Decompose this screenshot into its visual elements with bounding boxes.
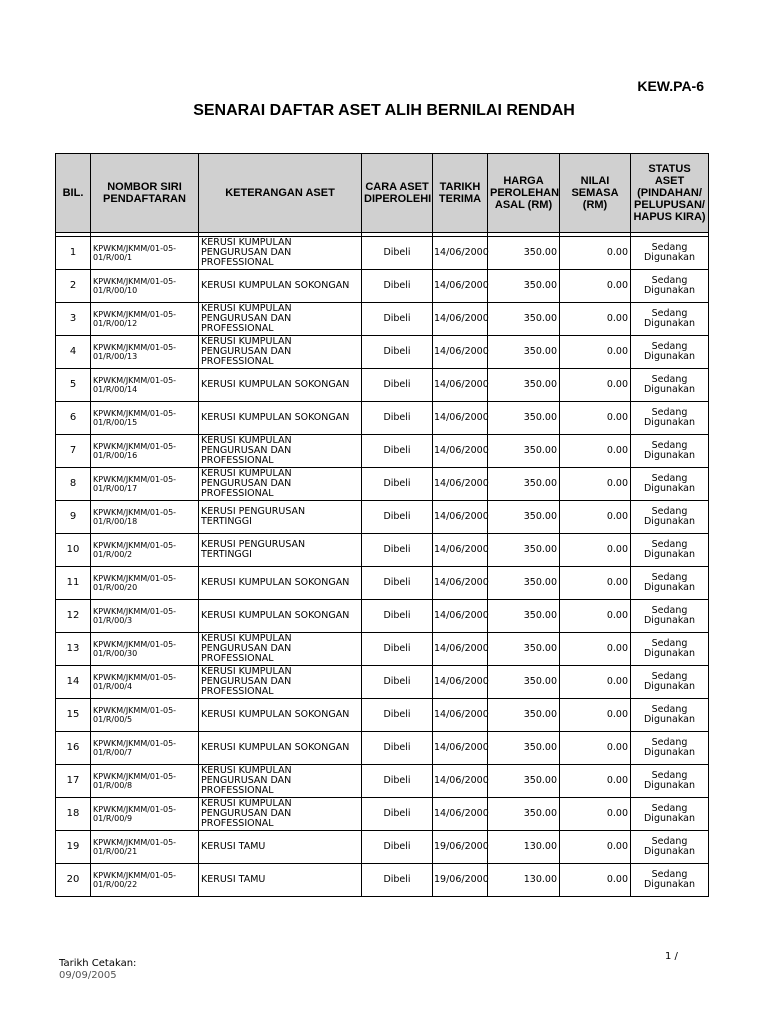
table-row (56, 831, 709, 864)
original-price: 350.00 (488, 534, 560, 567)
received-date: 14/06/2000 (433, 732, 488, 765)
table-row (56, 336, 709, 369)
acquisition-method: Dibeli (362, 699, 433, 732)
current-value: 0.00 (560, 468, 631, 501)
received-date: 14/06/2000 (433, 666, 488, 699)
current-value: 0.00 (560, 270, 631, 303)
acquisition-method: Dibeli (362, 732, 433, 765)
acquisition-method: Dibeli (362, 402, 433, 435)
column-header: BIL. (56, 154, 91, 233)
page-number: 1 / (665, 951, 678, 962)
current-value: 0.00 (560, 864, 631, 897)
asset-description: KERUSI KUMPULAN PENGURUSAN DAN PROFESSIONAL (199, 633, 362, 666)
registration-number: KPWKM/JKMM/01-05-01/R/00/17 (91, 468, 199, 501)
row-number: 13 (56, 633, 91, 666)
column-header: CARA ASET DIPEROLEHI (362, 154, 433, 233)
acquisition-method: Dibeli (362, 501, 433, 534)
acquisition-method: Dibeli (362, 765, 433, 798)
acquisition-method: Dibeli (362, 303, 433, 336)
row-number: 18 (56, 798, 91, 831)
table-row (56, 237, 709, 270)
row-number: 12 (56, 600, 91, 633)
asset-status: Sedang Digunakan (631, 468, 709, 501)
current-value: 0.00 (560, 402, 631, 435)
row-number: 1 (56, 237, 91, 270)
asset-description: KERUSI KUMPULAN SOKONGAN (199, 699, 362, 732)
asset-description: KERUSI KUMPULAN SOKONGAN (199, 567, 362, 600)
asset-description: KERUSI KUMPULAN SOKONGAN (199, 732, 362, 765)
original-price: 350.00 (488, 666, 560, 699)
asset-status: Sedang Digunakan (631, 402, 709, 435)
original-price: 350.00 (488, 369, 560, 402)
registration-number: KPWKM/JKMM/01-05-01/R/00/5 (91, 699, 199, 732)
acquisition-method: Dibeli (362, 369, 433, 402)
asset-description: KERUSI KUMPULAN PENGURUSAN DAN PROFESSIONAL (199, 468, 362, 501)
asset-status: Sedang Digunakan (631, 435, 709, 468)
table-row (56, 666, 709, 699)
original-price: 350.00 (488, 336, 560, 369)
row-number: 11 (56, 567, 91, 600)
received-date: 14/06/2000 (433, 435, 488, 468)
current-value: 0.00 (560, 633, 631, 666)
original-price: 350.00 (488, 468, 560, 501)
table-row (56, 600, 709, 633)
received-date: 14/06/2000 (433, 567, 488, 600)
current-value: 0.00 (560, 501, 631, 534)
registration-number: KPWKM/JKMM/01-05-01/R/00/4 (91, 666, 199, 699)
asset-status: Sedang Digunakan (631, 831, 709, 864)
registration-number: KPWKM/JKMM/01-05-01/R/00/30 (91, 633, 199, 666)
table-row (56, 501, 709, 534)
form-code: KEW.PA-6 (637, 78, 704, 94)
original-price: 350.00 (488, 270, 560, 303)
column-header: KETERANGAN ASET (199, 154, 362, 233)
received-date: 14/06/2000 (433, 633, 488, 666)
acquisition-method: Dibeli (362, 435, 433, 468)
received-date: 14/06/2000 (433, 699, 488, 732)
registration-number: KPWKM/JKMM/01-05-01/R/00/21 (91, 831, 199, 864)
current-value: 0.00 (560, 435, 631, 468)
asset-status: Sedang Digunakan (631, 303, 709, 336)
table-row (56, 303, 709, 336)
asset-status: Sedang Digunakan (631, 765, 709, 798)
row-number: 6 (56, 402, 91, 435)
column-header: NOMBOR SIRI PENDAFTARAN (91, 154, 199, 233)
original-price: 350.00 (488, 600, 560, 633)
table-header-row (56, 154, 709, 233)
registration-number: KPWKM/JKMM/01-05-01/R/00/18 (91, 501, 199, 534)
acquisition-method: Dibeli (362, 600, 433, 633)
row-number: 4 (56, 336, 91, 369)
column-header: STATUS ASET (PINDAHAN/ PELUPUSAN/ HAPUS KIRA) (631, 154, 709, 233)
registration-number: KPWKM/JKMM/01-05-01/R/00/16 (91, 435, 199, 468)
asset-status: Sedang Digunakan (631, 666, 709, 699)
current-value: 0.00 (560, 831, 631, 864)
received-date: 14/06/2000 (433, 303, 488, 336)
asset-description: KERUSI PENGURUSAN TERTINGGI (199, 501, 362, 534)
table-row (56, 270, 709, 303)
received-date: 14/06/2000 (433, 468, 488, 501)
asset-description: KERUSI KUMPULAN SOKONGAN (199, 600, 362, 633)
row-number: 20 (56, 864, 91, 897)
print-date-label: Tarikh Cetakan: (59, 958, 137, 969)
acquisition-method: Dibeli (362, 831, 433, 864)
current-value: 0.00 (560, 303, 631, 336)
registration-number: KPWKM/JKMM/01-05-01/R/00/2 (91, 534, 199, 567)
asset-status: Sedang Digunakan (631, 633, 709, 666)
row-number: 19 (56, 831, 91, 864)
received-date: 14/06/2000 (433, 765, 488, 798)
asset-description: KERUSI KUMPULAN SOKONGAN (199, 369, 362, 402)
current-value: 0.00 (560, 600, 631, 633)
original-price: 350.00 (488, 501, 560, 534)
original-price: 350.00 (488, 402, 560, 435)
asset-status: Sedang Digunakan (631, 369, 709, 402)
original-price: 350.00 (488, 633, 560, 666)
row-number: 7 (56, 435, 91, 468)
received-date: 14/06/2000 (433, 336, 488, 369)
acquisition-method: Dibeli (362, 336, 433, 369)
registration-number: KPWKM/JKMM/01-05-01/R/00/8 (91, 765, 199, 798)
row-number: 14 (56, 666, 91, 699)
original-price: 130.00 (488, 831, 560, 864)
registration-number: KPWKM/JKMM/01-05-01/R/00/10 (91, 270, 199, 303)
received-date: 14/06/2000 (433, 798, 488, 831)
registration-number: KPWKM/JKMM/01-05-01/R/00/1 (91, 237, 199, 270)
table-row (56, 435, 709, 468)
table-row (56, 864, 709, 897)
asset-status: Sedang Digunakan (631, 237, 709, 270)
received-date: 14/06/2000 (433, 270, 488, 303)
page-title: SENARAI DAFTAR ASET ALIH BERNILAI RENDAH (193, 102, 575, 119)
print-date-value: 09/09/2005 (59, 970, 117, 981)
original-price: 350.00 (488, 567, 560, 600)
registration-number: KPWKM/JKMM/01-05-01/R/00/3 (91, 600, 199, 633)
current-value: 0.00 (560, 336, 631, 369)
acquisition-method: Dibeli (362, 534, 433, 567)
current-value: 0.00 (560, 237, 631, 270)
asset-status: Sedang Digunakan (631, 501, 709, 534)
registration-number: KPWKM/JKMM/01-05-01/R/00/9 (91, 798, 199, 831)
asset-status: Sedang Digunakan (631, 864, 709, 897)
asset-status: Sedang Digunakan (631, 798, 709, 831)
acquisition-method: Dibeli (362, 798, 433, 831)
original-price: 350.00 (488, 765, 560, 798)
current-value: 0.00 (560, 369, 631, 402)
table-row (56, 567, 709, 600)
current-value: 0.00 (560, 765, 631, 798)
received-date: 19/06/2000 (433, 864, 488, 897)
column-header: TARIKH TERIMA (433, 154, 488, 233)
asset-description: KERUSI KUMPULAN PENGURUSAN DAN PROFESSIONAL (199, 336, 362, 369)
asset-description: KERUSI KUMPULAN SOKONGAN (199, 270, 362, 303)
original-price: 350.00 (488, 237, 560, 270)
received-date: 14/06/2000 (433, 600, 488, 633)
received-date: 14/06/2000 (433, 237, 488, 270)
asset-status: Sedang Digunakan (631, 336, 709, 369)
asset-status: Sedang Digunakan (631, 732, 709, 765)
asset-status: Sedang Digunakan (631, 534, 709, 567)
asset-description: KERUSI KUMPULAN SOKONGAN (199, 402, 362, 435)
table-row (56, 402, 709, 435)
current-value: 0.00 (560, 699, 631, 732)
registration-number: KPWKM/JKMM/01-05-01/R/00/22 (91, 864, 199, 897)
row-number: 10 (56, 534, 91, 567)
asset-table (55, 153, 709, 897)
current-value: 0.00 (560, 798, 631, 831)
asset-description: KERUSI TAMU (199, 831, 362, 864)
column-header: NILAI SEMASA (RM) (560, 154, 631, 233)
acquisition-method: Dibeli (362, 237, 433, 270)
acquisition-method: Dibeli (362, 666, 433, 699)
received-date: 19/06/2000 (433, 831, 488, 864)
table-row (56, 765, 709, 798)
original-price: 350.00 (488, 435, 560, 468)
acquisition-method: Dibeli (362, 864, 433, 897)
received-date: 14/06/2000 (433, 534, 488, 567)
row-number: 8 (56, 468, 91, 501)
received-date: 14/06/2000 (433, 501, 488, 534)
asset-description: KERUSI TAMU (199, 864, 362, 897)
registration-number: KPWKM/JKMM/01-05-01/R/00/13 (91, 336, 199, 369)
asset-status: Sedang Digunakan (631, 270, 709, 303)
current-value: 0.00 (560, 534, 631, 567)
original-price: 350.00 (488, 699, 560, 732)
row-number: 15 (56, 699, 91, 732)
asset-description: KERUSI KUMPULAN PENGURUSAN DAN PROFESSIONAL (199, 435, 362, 468)
acquisition-method: Dibeli (362, 567, 433, 600)
original-price: 350.00 (488, 732, 560, 765)
row-number: 16 (56, 732, 91, 765)
received-date: 14/06/2000 (433, 369, 488, 402)
row-number: 2 (56, 270, 91, 303)
original-price: 350.00 (488, 303, 560, 336)
asset-status: Sedang Digunakan (631, 600, 709, 633)
registration-number: KPWKM/JKMM/01-05-01/R/00/14 (91, 369, 199, 402)
acquisition-method: Dibeli (362, 468, 433, 501)
acquisition-method: Dibeli (362, 633, 433, 666)
asset-description: KERUSI KUMPULAN PENGURUSAN DAN PROFESSIONAL (199, 666, 362, 699)
asset-status: Sedang Digunakan (631, 699, 709, 732)
registration-number: KPWKM/JKMM/01-05-01/R/00/20 (91, 567, 199, 600)
asset-description: KERUSI KUMPULAN PENGURUSAN DAN PROFESSIONAL (199, 798, 362, 831)
row-number: 5 (56, 369, 91, 402)
print-date (59, 958, 137, 981)
current-value: 0.00 (560, 567, 631, 600)
row-number: 17 (56, 765, 91, 798)
table-row (56, 699, 709, 732)
row-number: 3 (56, 303, 91, 336)
row-number: 9 (56, 501, 91, 534)
asset-description: KERUSI KUMPULAN PENGURUSAN DAN PROFESSIONAL (199, 303, 362, 336)
current-value: 0.00 (560, 732, 631, 765)
asset-description: KERUSI KUMPULAN PENGURUSAN DAN PROFESSIONAL (199, 237, 362, 270)
asset-description: KERUSI KUMPULAN PENGURUSAN DAN PROFESSIONAL (199, 765, 362, 798)
registration-number: KPWKM/JKMM/01-05-01/R/00/15 (91, 402, 199, 435)
original-price: 130.00 (488, 864, 560, 897)
registration-number: KPWKM/JKMM/01-05-01/R/00/12 (91, 303, 199, 336)
acquisition-method: Dibeli (362, 270, 433, 303)
table-row (56, 369, 709, 402)
table-row (56, 732, 709, 765)
table-row (56, 798, 709, 831)
original-price: 350.00 (488, 798, 560, 831)
registration-number: KPWKM/JKMM/01-05-01/R/00/7 (91, 732, 199, 765)
current-value: 0.00 (560, 666, 631, 699)
asset-status: Sedang Digunakan (631, 567, 709, 600)
table-row (56, 468, 709, 501)
asset-description: KERUSI PENGURUSAN TERTINGGI (199, 534, 362, 567)
received-date: 14/06/2000 (433, 402, 488, 435)
column-header: HARGA PEROLEHAN ASAL (RM) (488, 154, 560, 233)
table-row (56, 633, 709, 666)
table-row (56, 534, 709, 567)
